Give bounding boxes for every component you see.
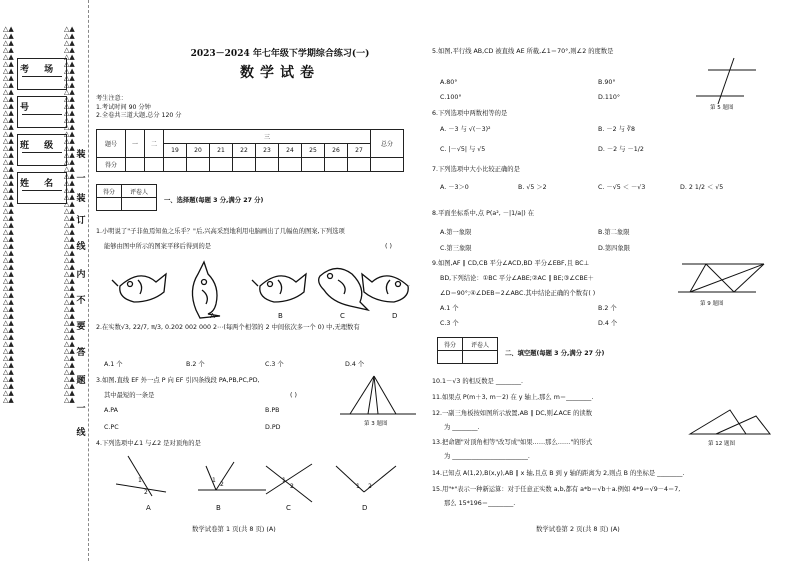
q9-option-c: C.3 个	[440, 320, 459, 327]
question-13-line2: 为 ________________________.	[444, 453, 530, 460]
q7-option-c: C. －√5 ＜ －√3	[598, 184, 646, 191]
fish-label-d: D	[392, 312, 398, 320]
q5-option-d: D.110°	[598, 94, 621, 101]
q6-option-d: D. －2 与 －1/2	[598, 146, 644, 153]
name-box: 姓 名	[17, 172, 67, 204]
q2-option-d: D.4 个	[345, 361, 365, 368]
question-15-line2: 那么 15*196＝________.	[444, 500, 516, 507]
section-1-heading: 一、选择题(每题 3 分,满分 27 分)	[164, 197, 264, 204]
fish-label-b: B	[278, 312, 283, 320]
question-11: 11.如果点 P(m＋3, m－2) 在 y 轴上,那么 m＝________.	[432, 394, 594, 401]
seal-char: 线	[76, 428, 86, 438]
q5-caption: 第 5 题图	[710, 105, 734, 111]
question-14: 14.已知点 A(1,2),B(x,y),AB ∥ x 轴,且点 B 到 y 轴的距离为 2,则点 B 的坐标是 ________.	[432, 470, 685, 477]
seal-char: 装	[76, 150, 86, 160]
class-box: 班 级	[17, 134, 67, 166]
q3-caption: 第 3 题图	[364, 421, 388, 427]
score-table: 题号 一 二 三 总分 19 20 21 22 23 24 25 26 27 得分	[96, 129, 404, 172]
fish-c	[319, 268, 368, 310]
q9-diagram	[676, 258, 770, 302]
seal-char: 题	[76, 376, 86, 386]
seal-char: 线	[76, 242, 86, 252]
fish-label-c: C	[340, 312, 345, 320]
q8-option-d: D.第四象限	[598, 245, 631, 252]
seal-char: 订	[76, 216, 86, 226]
q9-caption: 第 9 题图	[700, 301, 724, 307]
q4-label-b: B	[216, 504, 221, 512]
seal-char: 要	[76, 322, 86, 332]
q2-option-a: A.1 个	[104, 361, 123, 368]
svg-text:1: 1	[212, 477, 216, 484]
question-12-line2: 为 ________.	[444, 424, 480, 431]
q7-option-a: A. －3＞0	[440, 184, 469, 191]
fish-a	[192, 262, 220, 318]
svg-text:2: 2	[290, 483, 294, 490]
question-5: 5.如图,平行线 AB,CD 被直线 AE 所截,∠1＝70°,则∠2 的度数是	[432, 48, 614, 55]
q5-option-b: B.90°	[598, 79, 616, 86]
q8-option-b: B.第二象限	[598, 229, 630, 236]
question-1-line1: 1.小明说了"子非鱼焉知鱼之乐乎？"后,兴高采烈地利用电脑画出了几幅鱼的图案,下列选项	[96, 228, 345, 235]
q4-label-c: C	[286, 504, 291, 512]
fish-b	[252, 274, 306, 302]
q3-option-d: D.PD	[265, 424, 281, 431]
q6-option-b: B. －2 与 ∛8	[598, 126, 635, 133]
svg-text:1: 1	[356, 483, 360, 490]
q5-diagram	[694, 56, 760, 108]
question-1-line2: 能够由图中所示的图案平移后得到的是	[104, 243, 212, 250]
grader-box-2: 得分 评卷人	[437, 337, 498, 364]
question-9-line3: ∠D＝90°;④∠DEB＝2∠ABC.其中结论正确的个数有( )	[440, 290, 596, 297]
q9-option-b: B.2 个	[598, 305, 617, 312]
question-3-line1: 3.如图,直线 EF 外一点 P 向 EF 引四条线段 PA,PB,PC,PD,	[96, 377, 260, 384]
exam-notes: 考生注意： 1.考试时间 90 分钟 2.全卷共三道大题,总分 120 分	[96, 95, 182, 119]
exam-subtitle: 数学试卷	[240, 65, 320, 81]
svg-text:2: 2	[368, 483, 372, 490]
seal-char: 不	[76, 296, 86, 306]
number-box: 号	[17, 96, 67, 128]
question-15-line1: 15.用"*"表示一种新运算：对于任意正实数 a,b,都有 a*b＝√b＋a.例如 4*9＝√9－4＝7,	[432, 486, 681, 493]
q5-option-c: C.100°	[440, 94, 462, 101]
q2-option-b: B.2 个	[186, 361, 205, 368]
q9-option-d: D.4 个	[598, 320, 618, 327]
q8-option-c: C.第三象限	[440, 245, 472, 252]
fish-original	[112, 274, 166, 302]
q2-option-c: C.3 个	[265, 361, 284, 368]
question-7: 7.下列选项中大小比较正确的是	[432, 166, 520, 173]
q7-option-b: B. √5 ＞2	[518, 184, 547, 191]
q4-label-d: D	[362, 504, 368, 512]
q3-option-a: A.PA	[104, 407, 118, 414]
section-2-heading: 二、填空题(每题 3 分,满分 27 分)	[505, 350, 605, 357]
svg-text:1: 1	[282, 477, 286, 484]
question-6: 6.下列选项中两数相等的是	[432, 110, 508, 117]
question-1-answer: ( )	[385, 243, 392, 250]
exam-room-box: 考 场	[17, 58, 67, 90]
page-footer-left: 数学试卷第 1 页(共 8 页) (A)	[192, 525, 276, 533]
binding-strip	[0, 0, 89, 561]
question-12-line1: 12.一副三角板按如图所示放置,AB ∥ DC,则∠ACE 的读数	[432, 410, 593, 417]
question-9-line1: 9.如图,AF ∥ CD,CB 平分∠ACD,BD 平分∠EBF,且 BC⊥	[432, 260, 590, 267]
fish-d	[362, 274, 410, 302]
svg-text:1: 1	[138, 477, 142, 484]
triangle-border-right: △▲△▲△▲△▲△▲△▲△▲△▲△▲△▲△▲△▲△▲△▲△▲△▲△▲△▲△▲△▲△▲△▲△▲△▲△▲△▲△▲△▲△▲△▲△▲△▲△▲△▲△▲△▲△▲△▲△▲△▲△▲△▲△▲△▲△▲△▲△▲△▲△▲△▲△▲△▲△▲△▲	[64, 26, 75, 404]
question-9-line2: BD,下列结论：①BC 平分∠ABE;②AC ∥ BE;③∠CBE＋	[440, 275, 594, 282]
seal-char: 一	[76, 404, 86, 414]
q5-option-a: A.80°	[440, 79, 458, 86]
q6-option-c: C. |－√5| 与 √5	[440, 146, 486, 153]
q4-angle-figures	[116, 452, 406, 514]
question-8: 8.平面坐标系中,点 P(a², －|1/a|) 在	[432, 210, 535, 217]
question-3-line2: 其中最短的一条是	[104, 392, 155, 399]
exam-title: 2023－2024 年七年级下学期综合练习(一)	[190, 49, 370, 59]
page-footer-right: 数学试卷第 2 页(共 8 页) (A)	[536, 525, 620, 533]
seal-char: 内	[76, 270, 86, 280]
q3-option-b: B.PB	[265, 407, 280, 414]
fish-label-a: A	[210, 312, 215, 320]
q12-caption: 第 12 题图	[708, 441, 735, 447]
q12-diagram	[686, 406, 774, 440]
q3-option-c: C.PC	[104, 424, 119, 431]
q6-option-a: A. －3 与 √(－3)²	[440, 126, 491, 133]
q8-option-a: A.第一象限	[440, 229, 472, 236]
question-3-answer: ( )	[290, 392, 297, 399]
question-4: 4.下列选项中∠1 与∠2 是对顶角的是	[96, 440, 201, 447]
q1-fish-figures	[100, 258, 410, 320]
q4-label-a: A	[146, 504, 151, 512]
seal-char: 装	[76, 194, 86, 204]
triangle-border-left: △▲△▲△▲△▲△▲△▲△▲△▲△▲△▲△▲△▲△▲△▲△▲△▲△▲△▲△▲△▲△▲△▲△▲△▲△▲△▲△▲△▲△▲△▲△▲△▲△▲△▲△▲△▲△▲△▲△▲△▲△▲△▲△▲△▲△▲△▲△▲△▲△▲△▲△▲△▲△▲△▲	[3, 26, 14, 404]
q9-option-a: A.1 个	[440, 305, 459, 312]
q7-option-d: D. 2 1/2 ＜ √5	[680, 184, 724, 191]
grader-box-1: 得分 评卷人	[96, 184, 157, 211]
svg-text:2: 2	[144, 489, 148, 496]
question-2: 2.在实数√3, 22/7, π/3, 0.202 002 000 2⋯(每两个相邻的 2 中间依次多一个 0) 中,无理数有	[96, 324, 360, 331]
seal-char: 一	[76, 174, 86, 184]
svg-text:2: 2	[220, 481, 224, 488]
question-13-line1: 13.把命题"对顶角相等"改写成"如果……那么……"的形式	[432, 439, 593, 446]
seal-char: 答	[76, 348, 86, 358]
question-10: 10.1－√3 的相反数是 ________.	[432, 378, 524, 385]
